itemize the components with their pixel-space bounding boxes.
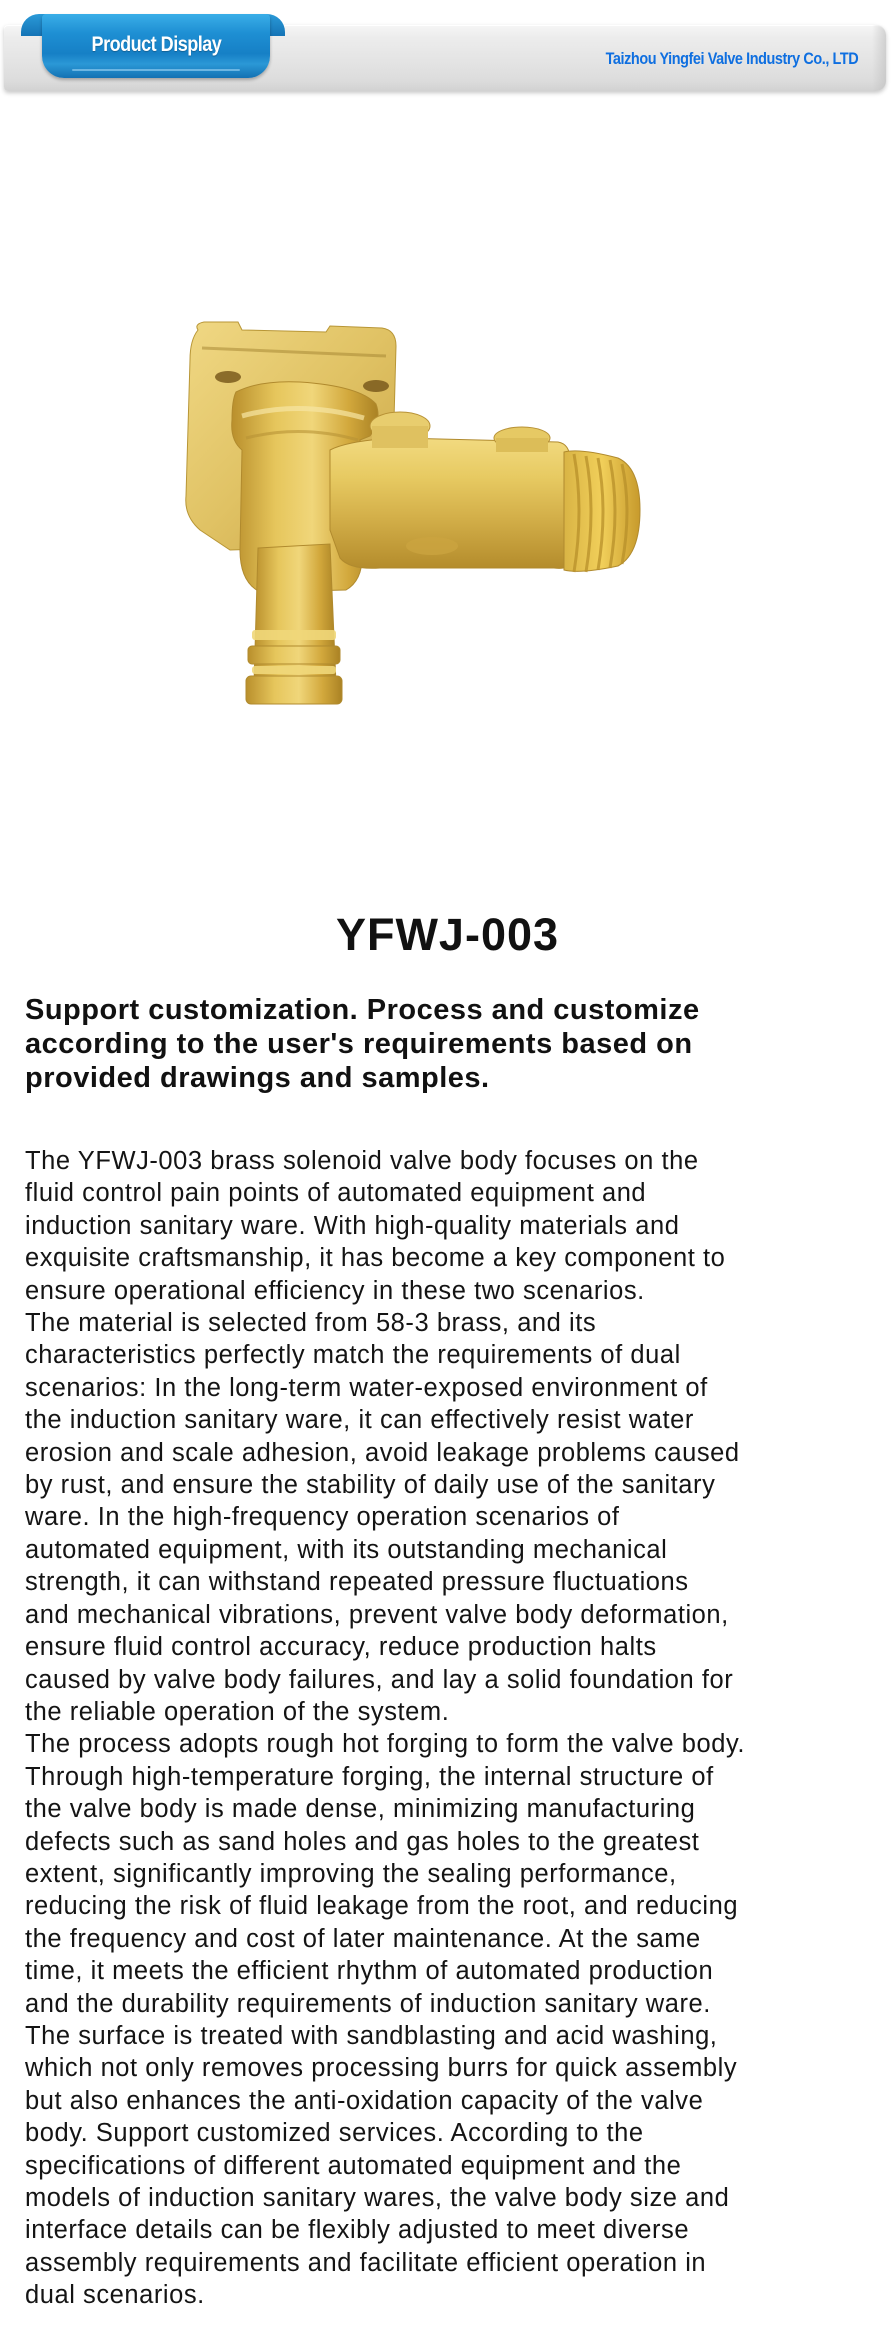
description-line: ware. In the high-frequency operation scenarios of <box>25 1503 620 1532</box>
description-line: Through high-temperature forging, the internal structure of <box>25 1762 714 1791</box>
description-line: The process adopts rough hot forging to form the valve body. <box>25 1730 746 1759</box>
description-line: the valve body is made dense, minimizing manufacturing <box>25 1795 696 1824</box>
description-line: the induction sanitary ware, it can effectively resist water <box>25 1406 694 1435</box>
brass-valve-body-photo <box>150 300 750 750</box>
customization-headline <box>25 993 885 1095</box>
description-line: and mechanical vibrations, prevent valve body deformation, <box>25 1600 729 1629</box>
description-line: time, it meets the efficient rhythm of automated production <box>25 1957 714 1986</box>
description-line: ensure fluid control accuracy, reduce production halts <box>25 1633 657 1662</box>
description-line: models of induction sanitary wares, the valve body size and <box>25 2184 730 2212</box>
description-line: defects such as sand holes and gas holes to the greatest <box>25 1827 700 1856</box>
description-line: interface details can be flexibly adjusted to meet diverse <box>25 2216 690 2245</box>
description-line: scenarios: In the long-term water-exposed environment of <box>25 1373 708 1402</box>
headline-line: Support customization. Process and customize <box>25 994 700 1026</box>
description-line: The surface is treated with sandblasting and acid washing, <box>25 2021 718 2050</box>
description-line: and the durability requirements of induction sanitary ware. <box>25 1989 711 2018</box>
product-description <box>25 1145 885 2312</box>
description-line: but also enhances the anti-oxidation capacity of the valve <box>25 2086 704 2115</box>
headline-line: provided drawings and samples. <box>25 1062 490 1094</box>
description-line: induction sanitary ware. With high-quality materials and <box>25 1211 680 1240</box>
description-line: exquisite craftsmanship, it has become a key component to <box>25 1244 726 1273</box>
description-line: erosion and scale adhesion, avoid leakage problems caused <box>25 1438 740 1467</box>
description-line: assembly requirements and facilitate efficient operation in <box>25 2248 707 2277</box>
description-line: automated equipment, with its outstanding mechanical <box>25 1535 668 1564</box>
description-line: which not only removes processing burrs for quick assembly <box>25 2054 738 2083</box>
banner-edge-highlight <box>872 25 886 91</box>
description-line: by rust, and ensure the stability of daily use of the sanitary <box>25 1471 716 1500</box>
description-line: the frequency and cost of later maintenance. At the same <box>25 1924 701 1953</box>
ribbon-label: Product Display <box>91 33 221 56</box>
description-line: strength, it can withstand repeated pressure fluctuations <box>25 1568 689 1597</box>
description-line: characteristics perfectly match the requirements of dual <box>25 1341 681 1370</box>
description-line: dual scenarios. <box>25 2281 205 2310</box>
product-model-title: YFWJ-003 <box>335 909 560 960</box>
description-line: fluid control pain points of automated equipment and <box>25 1179 647 1208</box>
description-line: body. Support customized services. According to the <box>25 2119 644 2148</box>
product-display-ribbon <box>42 14 270 78</box>
description-line: ensure operational efficiency in these two scenarios. <box>25 1276 645 1305</box>
description-line: specifications of different automated equipment and the <box>25 2151 682 2180</box>
description-line: the reliable operation of the system. <box>25 1697 450 1726</box>
description-line: The material is selected from 58-3 brass, and its <box>25 1309 597 1338</box>
headline-line: according to the user's requirements based on <box>25 1028 693 1060</box>
description-line: extent, significantly improving the sealing performance, <box>25 1859 677 1888</box>
description-line: The YFWJ-003 brass solenoid valve body focuses on the <box>25 1147 699 1175</box>
description-line: reducing the risk of fluid leakage from the root, and reducing <box>25 1892 739 1921</box>
description-line: caused by valve body failures, and lay a solid foundation for <box>25 1665 734 1694</box>
company-name: Taizhou Yingfei Valve Industry Co., LTD <box>605 49 858 68</box>
